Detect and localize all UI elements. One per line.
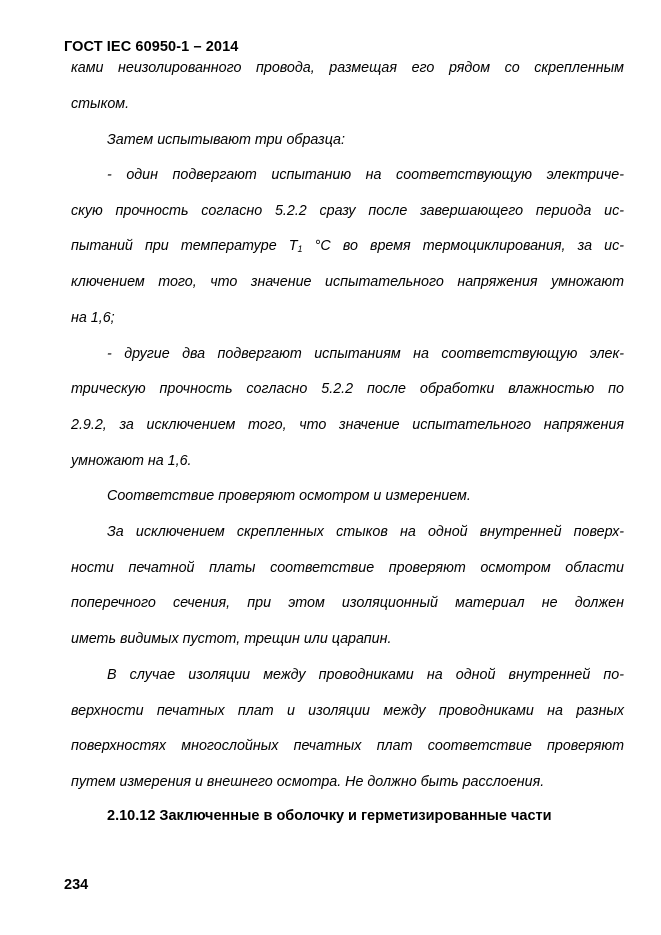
text-fragment: °C во время термоциклирования, за ис- (302, 238, 624, 254)
text-fragment: пытаний при температуре T (71, 238, 298, 254)
text-line: За исключением скрепленных стыков на одной внутренней поверх- (107, 524, 624, 540)
document-header: ГОСТ IEC 60950-1 – 2014 (64, 39, 239, 55)
text-line: путем измерения и внешнего осмотра. Не должно быть расслоения. (71, 774, 545, 790)
section-heading: 2.10.12 Заключенные в оболочку и герметизированные части (107, 808, 552, 824)
text-line: - другие два подвергают испытаниям на соответствующую элек- (107, 346, 624, 362)
page-number: 234 (64, 877, 89, 893)
text-line: верхности печатных плат и изоляции между проводниками на разных (71, 703, 624, 719)
text-line: скую прочность согласно 5.2.2 сразу после завершающего периода ис- (71, 203, 624, 219)
subscript: 1 (297, 244, 303, 254)
text-line: Соответствие проверяют осмотром и измерением. (107, 488, 471, 504)
text-line: поперечного сечения, при этом изоляционный материал не должен (71, 595, 624, 611)
text-line: 2.9.2, за исключением того, что значение испытательного напряжения (71, 417, 624, 433)
text-line: - один подвергают испытанию на соответствующую электриче- (107, 167, 624, 183)
text-line: трическую прочность согласно 5.2.2 после обработки влажностью по (71, 381, 624, 397)
text-line-with-subscript (71, 237, 624, 258)
text-line: ключением того, что значение испытательного напряжения умножают (71, 274, 624, 290)
text-line: ности печатной платы соответствие проверяют осмотром области (71, 560, 624, 576)
text-line: В случае изоляции между проводниками на одной внутренней по- (107, 667, 624, 683)
text-line: стыком. (71, 96, 130, 112)
text-line: на 1,6; (71, 310, 115, 326)
text-line: умножают на 1,6. (71, 453, 192, 469)
text-line: поверхностях многослойных печатных плат соответствие проверяют (71, 738, 624, 754)
text-line: иметь видимых пустот, трещин или царапин. (71, 631, 392, 647)
text-line: Затем испытывают три образца: (107, 132, 345, 148)
text-line: ками неизолированного провода, размещая его рядом со скрепленным (71, 60, 624, 76)
